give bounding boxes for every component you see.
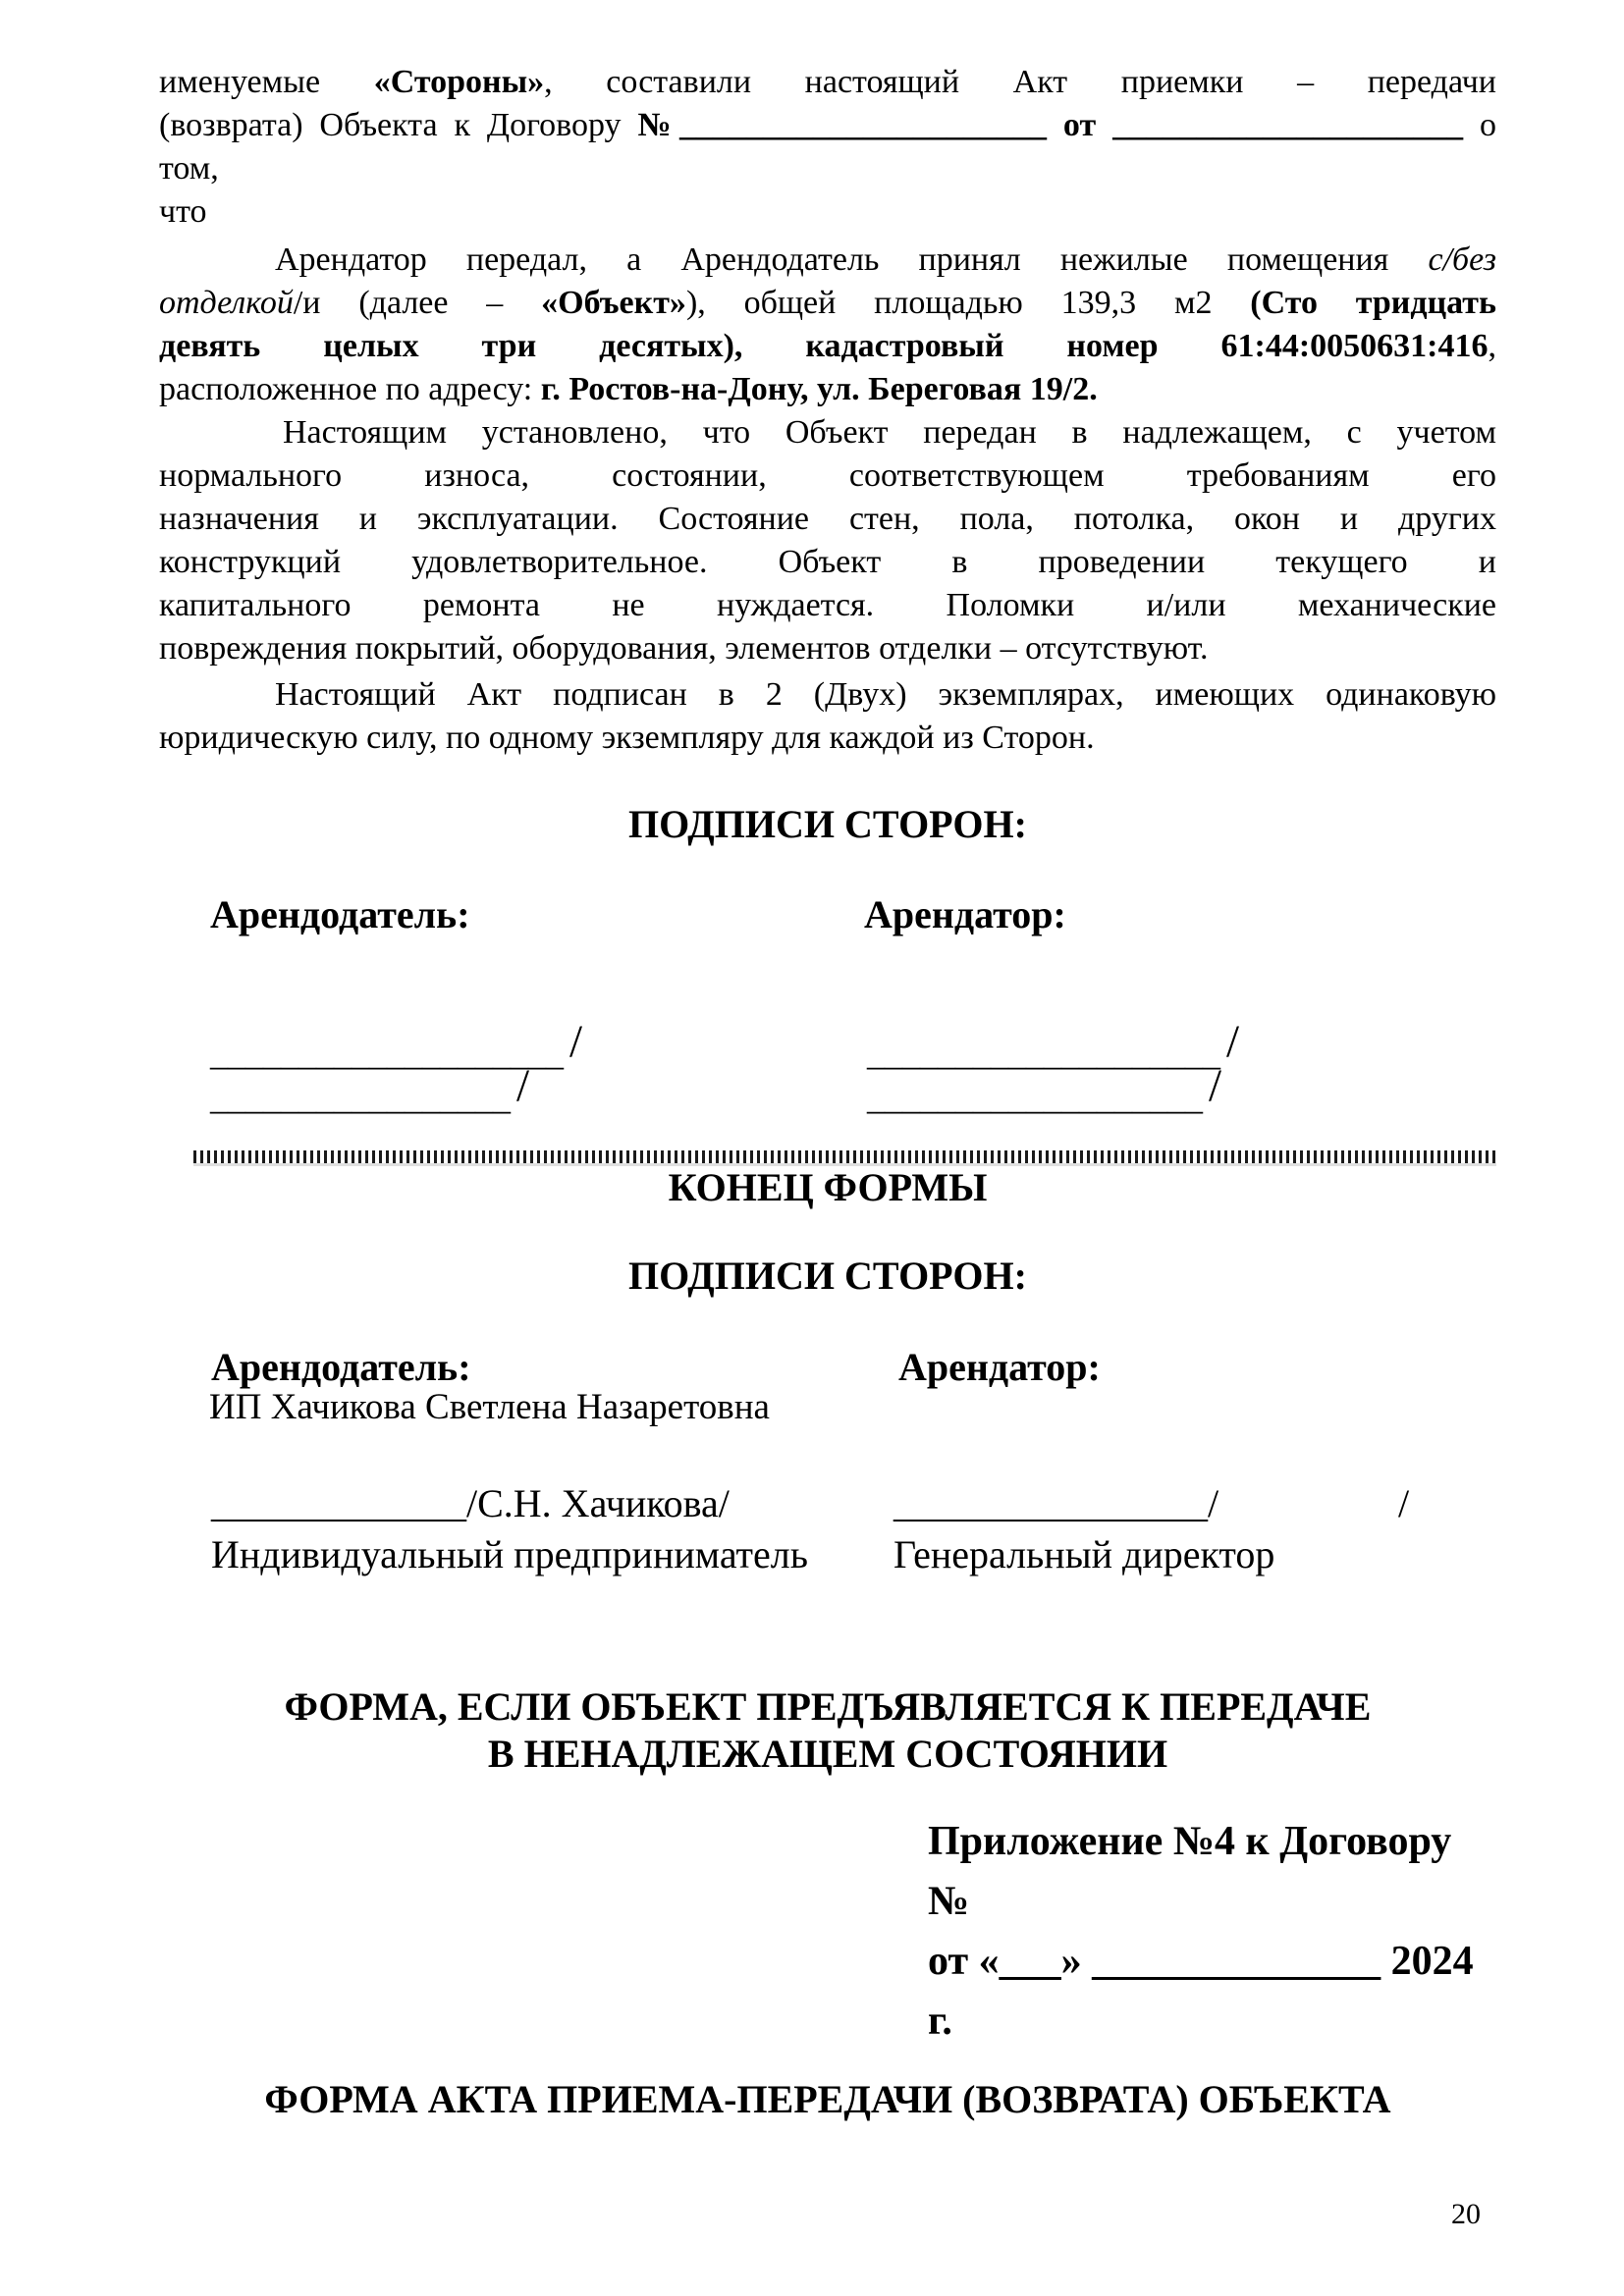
heading-end-of-form: КОНЕЦ ФОРМЫ — [668, 1165, 988, 1209]
heading-form-improper-line-2: В НЕНАДЛЕЖАЩЕМ СОСТОЯНИИ — [487, 1732, 1168, 1776]
text-run-bold: «Стороны» — [373, 64, 545, 100]
tenant-label-1: Арендатор: — [864, 892, 1066, 936]
text-run: конструкций удовлетворительное. Объект в проведении текущего и — [159, 544, 1496, 580]
paragraph-condition-line-2 — [159, 454, 1496, 498]
appendix-year-suffix: г. — [928, 1999, 952, 2044]
paragraph-condition-line-5 — [159, 584, 1496, 627]
paragraph-condition-line-6 — [159, 627, 1496, 670]
landlord-label-2: Арендодатель: — [211, 1345, 471, 1389]
text-run: именуемые — [159, 64, 374, 100]
heading-form-improper-line-1: ФОРМА, ЕСЛИ ОБЪЕКТ ПРЕДЪЯВЛЯЕТСЯ К ПЕРЕДАЧЕ — [284, 1684, 1372, 1729]
paragraph-copies-line-1 — [159, 673, 1496, 717]
text-run: Арендатор передал, а Арендодатель принял нежилые помещения — [275, 241, 1429, 278]
signature-blank: _________________ — [210, 1078, 511, 1117]
text-run: нормального износа, состоянии, соответствующем требованиям его — [159, 457, 1496, 494]
text-run: капитального ремонта не нуждается. Поломки и/или механические — [159, 587, 1496, 623]
appendix-date-line — [928, 1932, 1537, 1992]
form-divider — [193, 1150, 1496, 1163]
text-run: ), общей площадью 139,3 м2 — [685, 285, 1251, 321]
paragraph-condition — [159, 411, 1496, 670]
slash-mark: / — [569, 1016, 583, 1067]
paragraph-copies-line-2 — [159, 717, 1496, 760]
text-run: , составили настоящий Акт приемки – передачи — [544, 64, 1496, 100]
text-run: назначения и эксплуатации. Состояние стен, пола, потолка, окон и других — [159, 501, 1496, 537]
signature-blank: _____________ — [211, 1481, 466, 1525]
signature-blank: ___________________ — [867, 1078, 1203, 1117]
text-run: Настоящий Акт подписан в 2 (Двух) экземплярах, имеющих одинаковую — [275, 676, 1496, 713]
paragraph-copies — [159, 673, 1496, 760]
paragraph-condition-line-4 — [159, 541, 1496, 584]
heading-form-act: ФОРМА АКТА ПРИЕМА-ПЕРЕДАЧИ (ВОЗВРАТА) ОБЪЕКТА — [264, 2077, 1391, 2121]
signature-blank: ________________ — [893, 1481, 1208, 1525]
paragraph-condition-line-3 — [159, 498, 1496, 541]
paragraph-intro-line-1 — [159, 61, 1496, 104]
landlord-signature-line-2 — [210, 1060, 530, 1119]
slash-mark: / — [516, 1060, 530, 1111]
appendix-number: № — [928, 1879, 970, 1924]
text-run: /и (далее – — [293, 285, 542, 321]
paragraph-object-line-1 — [159, 239, 1496, 282]
cadastral-number: девять целых три десятых), кадастровый номер 61:44:0050631:416 — [159, 328, 1489, 364]
text-run: Настоящим установлено, что Объект передан в надлежащем, с учетом — [283, 414, 1496, 451]
text-run-italic: с/без — [1428, 241, 1496, 278]
text-run: повреждения покрытий, оборудования, элементов отделки – отсутствуют. — [159, 630, 1209, 667]
landlord-label-1: Арендодатель: — [210, 892, 470, 936]
text-run: расположенное по адресу: — [159, 371, 541, 407]
year-text: 2024 — [1380, 1939, 1474, 1984]
paragraph-object — [159, 239, 1496, 411]
landlord-signature-name: /С.Н. Хачикова/ — [466, 1481, 730, 1525]
paragraph-object-line-2 — [159, 282, 1496, 325]
landlord-role: Индивидуальный предприниматель — [211, 1532, 808, 1576]
signature-blank: ____________________ — [210, 1034, 564, 1073]
slash-mark: / — [1226, 1016, 1240, 1067]
text-run: юридическую силу, по одному экземпляру для каждой из Сторон. — [159, 720, 1095, 756]
text-run: » — [1060, 1939, 1093, 1984]
object-address: г. Ростов-на-Дону, ул. Береговая 19/2. — [540, 371, 1098, 407]
paragraph-intro — [159, 61, 1496, 234]
text-run: от « — [928, 1939, 1000, 1984]
appendix-title: Приложение №4 к Договору — [928, 1819, 1452, 1864]
slash-mark: / — [1208, 1481, 1219, 1525]
page-number: 20 — [1451, 2198, 1481, 2230]
tenant-sign-line — [893, 1482, 1218, 1525]
tenant-sign-slash-far: / — [1398, 1481, 1410, 1525]
appendix-block — [928, 1812, 1537, 2052]
tenant-signature-line-1 — [867, 1016, 1240, 1075]
tenant-role: Генеральный директор — [893, 1532, 1275, 1576]
paragraph-intro-line-3 — [159, 190, 1496, 234]
text-run-bold: (Сто тридцать — [1250, 285, 1496, 321]
paragraph-object-line-3 — [159, 325, 1496, 368]
text-run-bold: «Объект» — [541, 285, 686, 321]
landlord-sign-line — [211, 1482, 730, 1525]
tenant-label-2: Арендатор: — [898, 1345, 1101, 1389]
day-blank: ___ — [999, 1939, 1061, 1984]
month-blank: ______________ — [1092, 1939, 1381, 1984]
text-run: (возврата) Объекта к Договору — [159, 107, 638, 143]
text-run: о том, — [159, 107, 1496, 187]
slash-mark: / — [1209, 1060, 1222, 1111]
landlord-name: ИП Хачикова Светлена Назаретовна — [209, 1387, 770, 1427]
paragraph-object-line-4 — [159, 368, 1496, 411]
heading-signatures-1: ПОДПИСИ СТОРОН: — [628, 802, 1027, 846]
signature-blank: ____________________ — [867, 1034, 1220, 1073]
text-run: что — [159, 193, 207, 230]
heading-signatures-2: ПОДПИСИ СТОРОН: — [628, 1254, 1027, 1298]
paragraph-condition-line-1 — [159, 411, 1496, 454]
text-run-italic: отделкой — [159, 285, 294, 321]
tenant-signature-line-2 — [867, 1060, 1222, 1119]
text-run: , — [1488, 328, 1496, 364]
paragraph-intro-line-2 — [159, 104, 1496, 190]
heading-form-improper — [159, 1683, 1496, 1778]
contract-number-blank: №______________________ от _____________________ — [637, 107, 1464, 143]
